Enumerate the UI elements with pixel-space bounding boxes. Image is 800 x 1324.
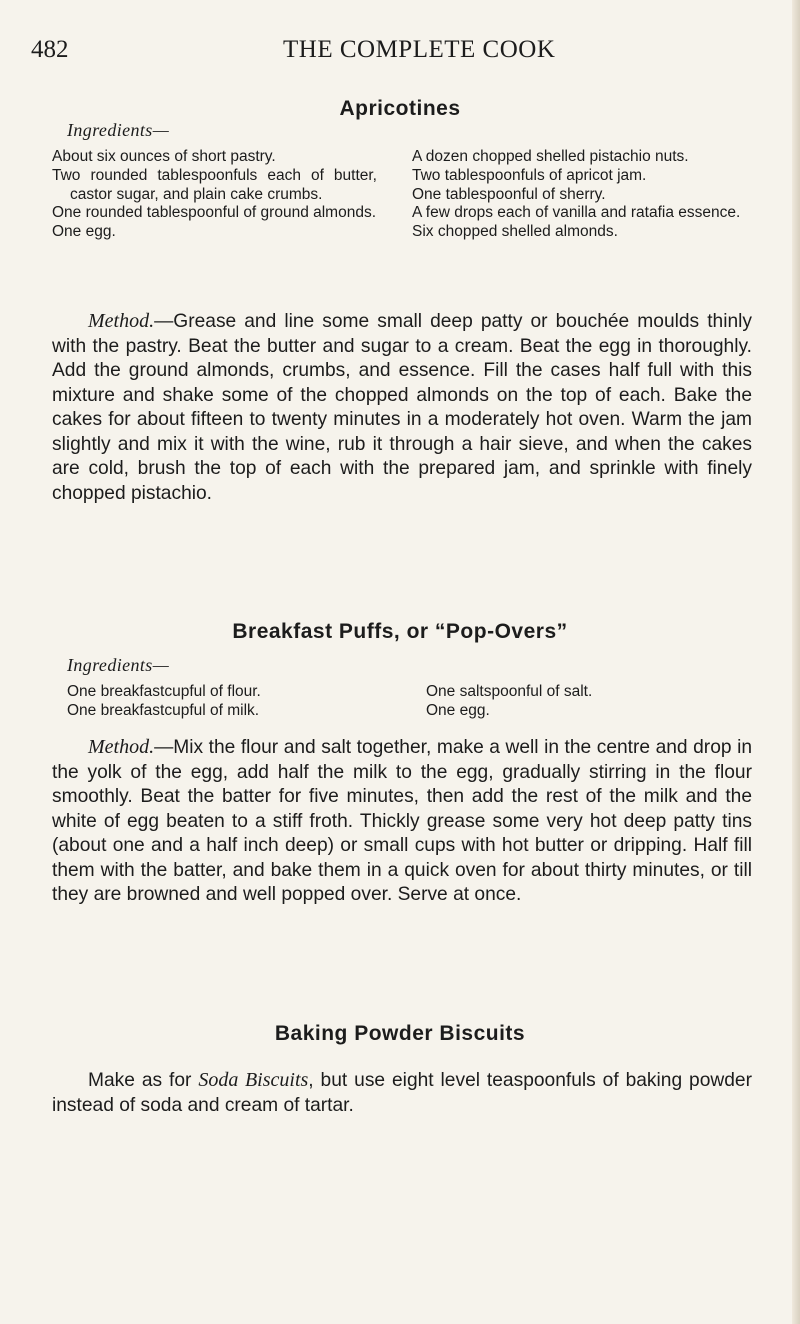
ingredients-label: Ingredients— bbox=[67, 120, 170, 140]
ingredient-item: About six ounces of short pastry. bbox=[52, 148, 276, 165]
page-edge-shadow bbox=[792, 0, 800, 1324]
ingredient-item: One egg. bbox=[426, 701, 490, 719]
method-label: Method. bbox=[88, 736, 155, 758]
ingredient-item: One egg. bbox=[52, 223, 116, 241]
ingredient-item: Six chopped shelled almonds. bbox=[412, 223, 618, 241]
running-head: THE COMPLETE COOK bbox=[283, 36, 556, 63]
method-text: —Grease and line some small deep patty or bouchée moulds thinly with the pastry. Beat the butter and sugar to a cream. Beat the egg in thoroughly. Add the ground almonds, crumbs, and essence. Fill the cases half full with this mixture and shake some of the chopped almonds on the top of each. Bake the cakes for about fifteen to twenty minutes in a moderately hot oven. Warm the jam slightly and mix it with the wine, rub it through a hair sieve, and when the cakes are cold, brush the top of each with the prepared jam, and sprinkle with finely chopped pistachio. bbox=[52, 311, 752, 504]
ingredient-item: Two tablespoonfuls of apricot jam. bbox=[412, 166, 647, 184]
ingredients-left-column bbox=[52, 148, 377, 242]
ingredient-item: A few drops each of vanilla and ratafia essence. bbox=[412, 204, 741, 222]
ingredients-right-column bbox=[412, 148, 755, 242]
method-paragraph bbox=[52, 735, 752, 908]
ingredients-label: Ingredients— bbox=[67, 655, 170, 675]
recipe-title-baking-powder-biscuits: Baking Powder Biscuits bbox=[274, 1022, 526, 1045]
ingredient-item: One tablespoonful of sherry. bbox=[412, 185, 606, 203]
ingredients-right-column bbox=[426, 683, 746, 721]
page-header bbox=[31, 36, 751, 66]
recipe-text-end: , but use eight level teaspoonfuls of baking powder instead of soda and cream of tartar. bbox=[52, 1070, 752, 1116]
method-label: Method. bbox=[88, 310, 155, 332]
method-text: —Mix the flour and salt together, make a well in the centre and drop in the yolk of the egg, add half the milk to the egg, gradually stirring in the flour smoothly. Beat the batter for five minutes, then add the rest of the milk and the white of egg beaten to a stiff froth. Thickly grease some very hot deep patty tins (about one and a half inch deep) or small cups with hot butter or dripping. Half fill them with the batter, and bake them in a quick oven for about thirty minutes, or till they are browned and well popped over. Serve at once. bbox=[52, 737, 752, 905]
recipe-title-breakfast-puffs: Breakfast Puffs, or “Pop-Overs” bbox=[232, 620, 568, 643]
ingredient-item: A dozen chopped shelled pistachio nuts. bbox=[412, 148, 689, 165]
ingredient-item: One breakfastcupful of flour. bbox=[67, 683, 261, 700]
ingredient-item: Two rounded tablespoonfuls each of butter, castor sugar, and plain cake crumbs. bbox=[52, 166, 377, 203]
ingredient-item: One saltspoonful of salt. bbox=[426, 683, 593, 700]
recipe-text-start: Make as for bbox=[88, 1070, 199, 1091]
ingredient-item: One breakfastcupful of milk. bbox=[67, 701, 260, 719]
ingredient-item: One rounded tablespoonful of ground almonds. bbox=[52, 204, 377, 222]
page-number: 482 bbox=[31, 36, 69, 63]
recipe-title-apricotines: Apricotines bbox=[339, 97, 461, 120]
method-paragraph bbox=[52, 309, 752, 506]
ingredients-left-column bbox=[67, 683, 377, 721]
recipe-paragraph bbox=[52, 1068, 752, 1118]
cross-reference-soda-biscuits: Soda Biscuits bbox=[198, 1069, 309, 1091]
